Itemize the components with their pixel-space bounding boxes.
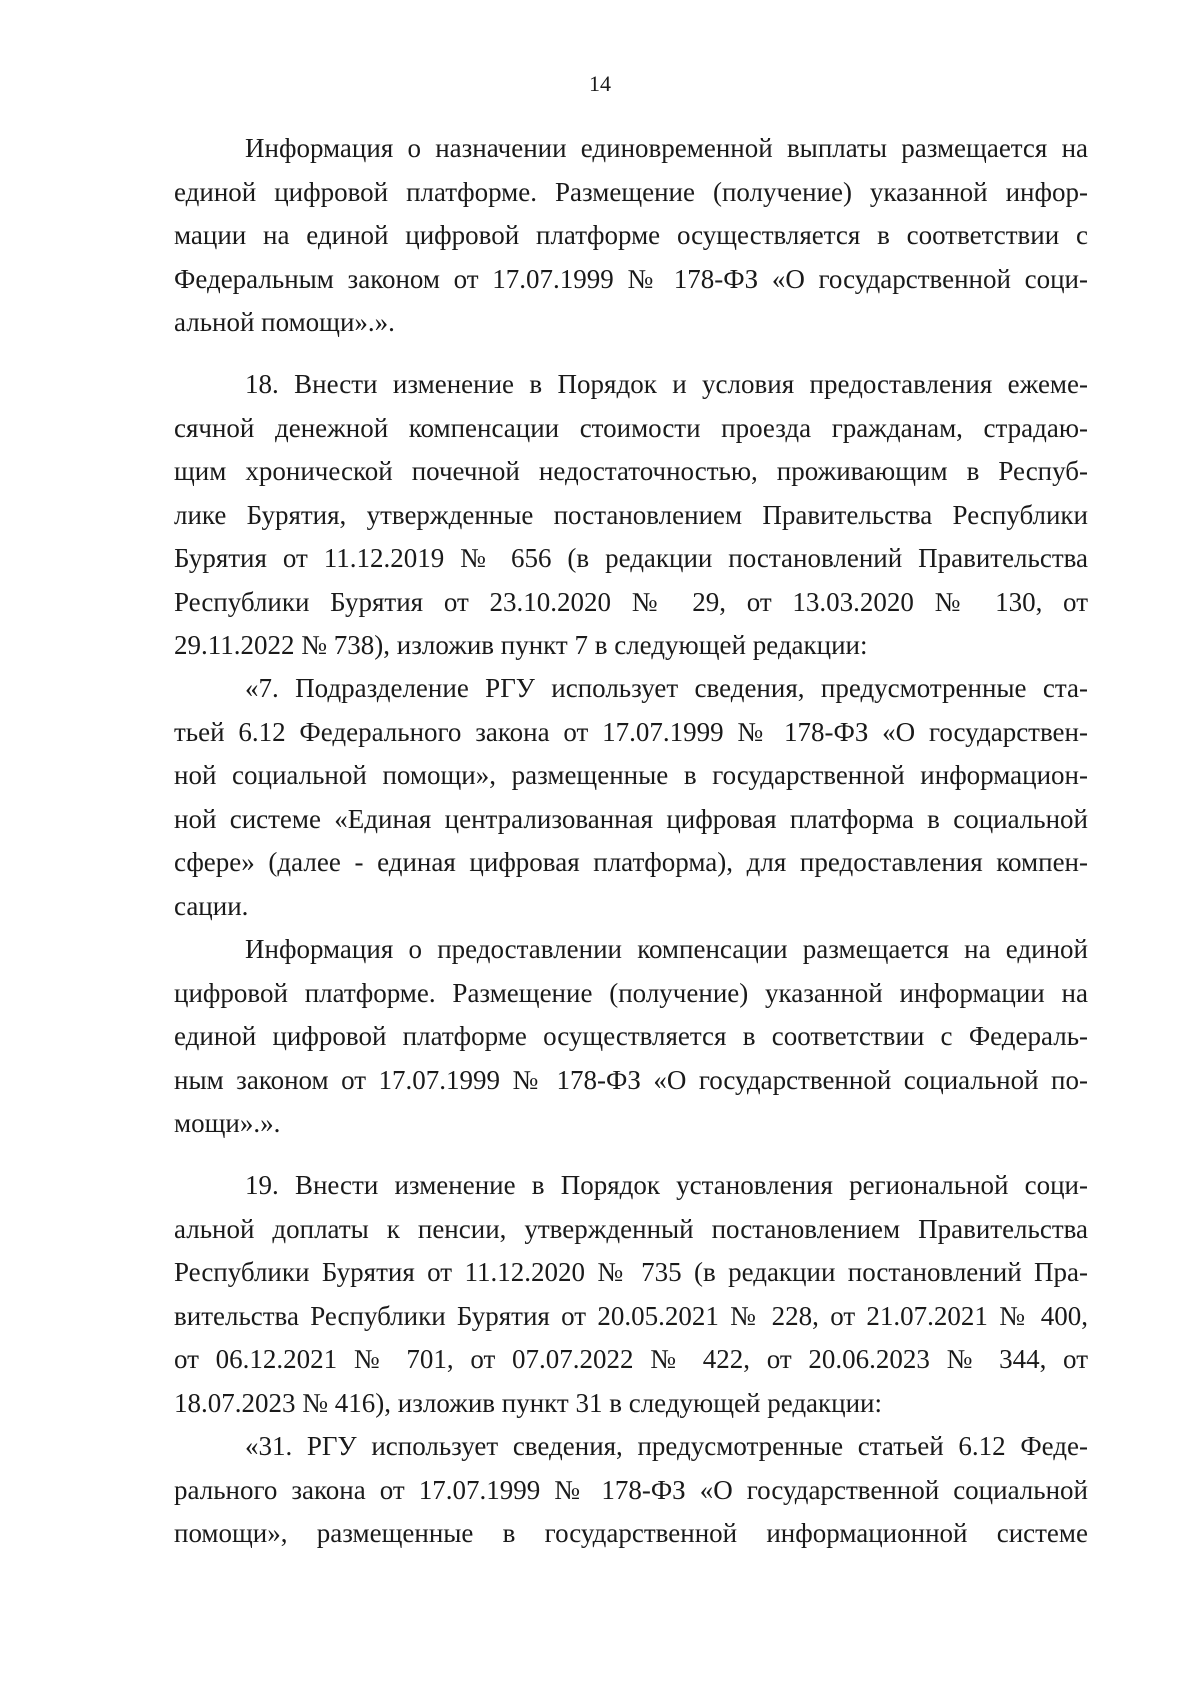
- text-line: рального закона от 17.07.1999 № 178-ФЗ «О государственной социальной: [174, 1474, 1088, 1505]
- text-line: Республики Бурятия от 11.12.2020 № 735 (в редакции постановлений Пра-: [174, 1257, 1088, 1287]
- text-line: мощи».».: [174, 1108, 281, 1138]
- text-line: сации.: [174, 890, 249, 921]
- text-line: Федеральным законом от 17.07.1999 № 178-ФЗ «О государственной соци-: [174, 263, 1088, 294]
- text-line: Бурятия от 11.12.2019 № 656 (в редакции постановлений Правительства: [174, 543, 1088, 573]
- paragraph-quoted-item-31: [174, 1425, 1088, 1556]
- paragraph-item-18: [174, 363, 1088, 668]
- text-line: ной социальной помощи», размещенные в государственной информацион-: [174, 760, 1088, 790]
- text-line: тьей 6.12 Федерального закона от 17.07.1999 № 178-ФЗ «О государствен-: [174, 716, 1088, 747]
- paragraph-payment-info: [174, 127, 1088, 345]
- text-line: 19. Внести изменение в Порядок установления региональной соци-: [245, 1170, 1088, 1200]
- text-line: Информация о назначении единовременной выплаты размещается на: [245, 133, 1088, 163]
- text-line: Республики Бурятия от 23.10.2020 № 29, от 13.03.2020 № 130, от: [174, 586, 1088, 617]
- text-line: «7. Подразделение РГУ использует сведения, предусмотренные ста-: [245, 673, 1088, 703]
- text-line: от 06.12.2021 № 701, от 07.07.2022 № 422, от 20.06.2023 № 344, от: [174, 1344, 1088, 1374]
- paragraph-item-19: [174, 1164, 1088, 1425]
- text-line: альной доплаты к пенсии, утвержденный постановлением Правительства: [174, 1213, 1088, 1244]
- text-line: сячной денежной компенсации стоимости проезда гражданам, страдаю-: [174, 412, 1088, 443]
- text-line: помощи», размещенные в государственной информационной системе: [174, 1518, 1088, 1548]
- paragraph-compensation-info: [174, 928, 1088, 1146]
- text-line: лике Бурятия, утвержденные постановлением Правительства Республики: [174, 499, 1088, 530]
- text-line: мации на единой цифровой платформе осуществляется в соответствии с: [174, 220, 1088, 250]
- text-line: щим хронической почечной недостаточностью, проживающим в Респуб-: [174, 456, 1088, 486]
- text-line: альной помощи».».: [174, 307, 395, 337]
- page-number: 14: [589, 71, 611, 96]
- text-line: ным законом от 17.07.1999 № 178-ФЗ «О государственной социальной по-: [174, 1064, 1088, 1095]
- text-line: 18.07.2023 № 416), изложив пункт 31 в следующей редакции:: [174, 1387, 883, 1418]
- text-line: 18. Внести изменение в Порядок и условия предоставления ежеме-: [245, 369, 1088, 399]
- text-line: единой цифровой платформе. Размещение (получение) указанной инфор-: [174, 176, 1088, 207]
- text-line: Информация о предоставлении компенсации размещается на единой: [245, 934, 1088, 964]
- text-line: вительства Республики Бурятия от 20.05.2021 № 228, от 21.07.2021 № 400,: [174, 1300, 1088, 1331]
- text-line: 29.11.2022 № 738), изложив пункт 7 в следующей редакции:: [174, 630, 868, 660]
- text-line: ной системе «Единая централизованная цифровая платформа в социальной: [174, 803, 1088, 834]
- text-line: цифровой платформе. Размещение (получение) указанной информации на: [174, 977, 1088, 1008]
- text-line: «31. РГУ использует сведения, предусмотренные статьей 6.12 Феде-: [245, 1431, 1088, 1461]
- text-line: единой цифровой платформе осуществляется в соответствии с Федераль-: [174, 1021, 1088, 1051]
- paragraph-quoted-item-7: [174, 667, 1088, 928]
- text-line: сфере» (далее - единая цифровая платформа), для предоставления компен-: [174, 847, 1088, 877]
